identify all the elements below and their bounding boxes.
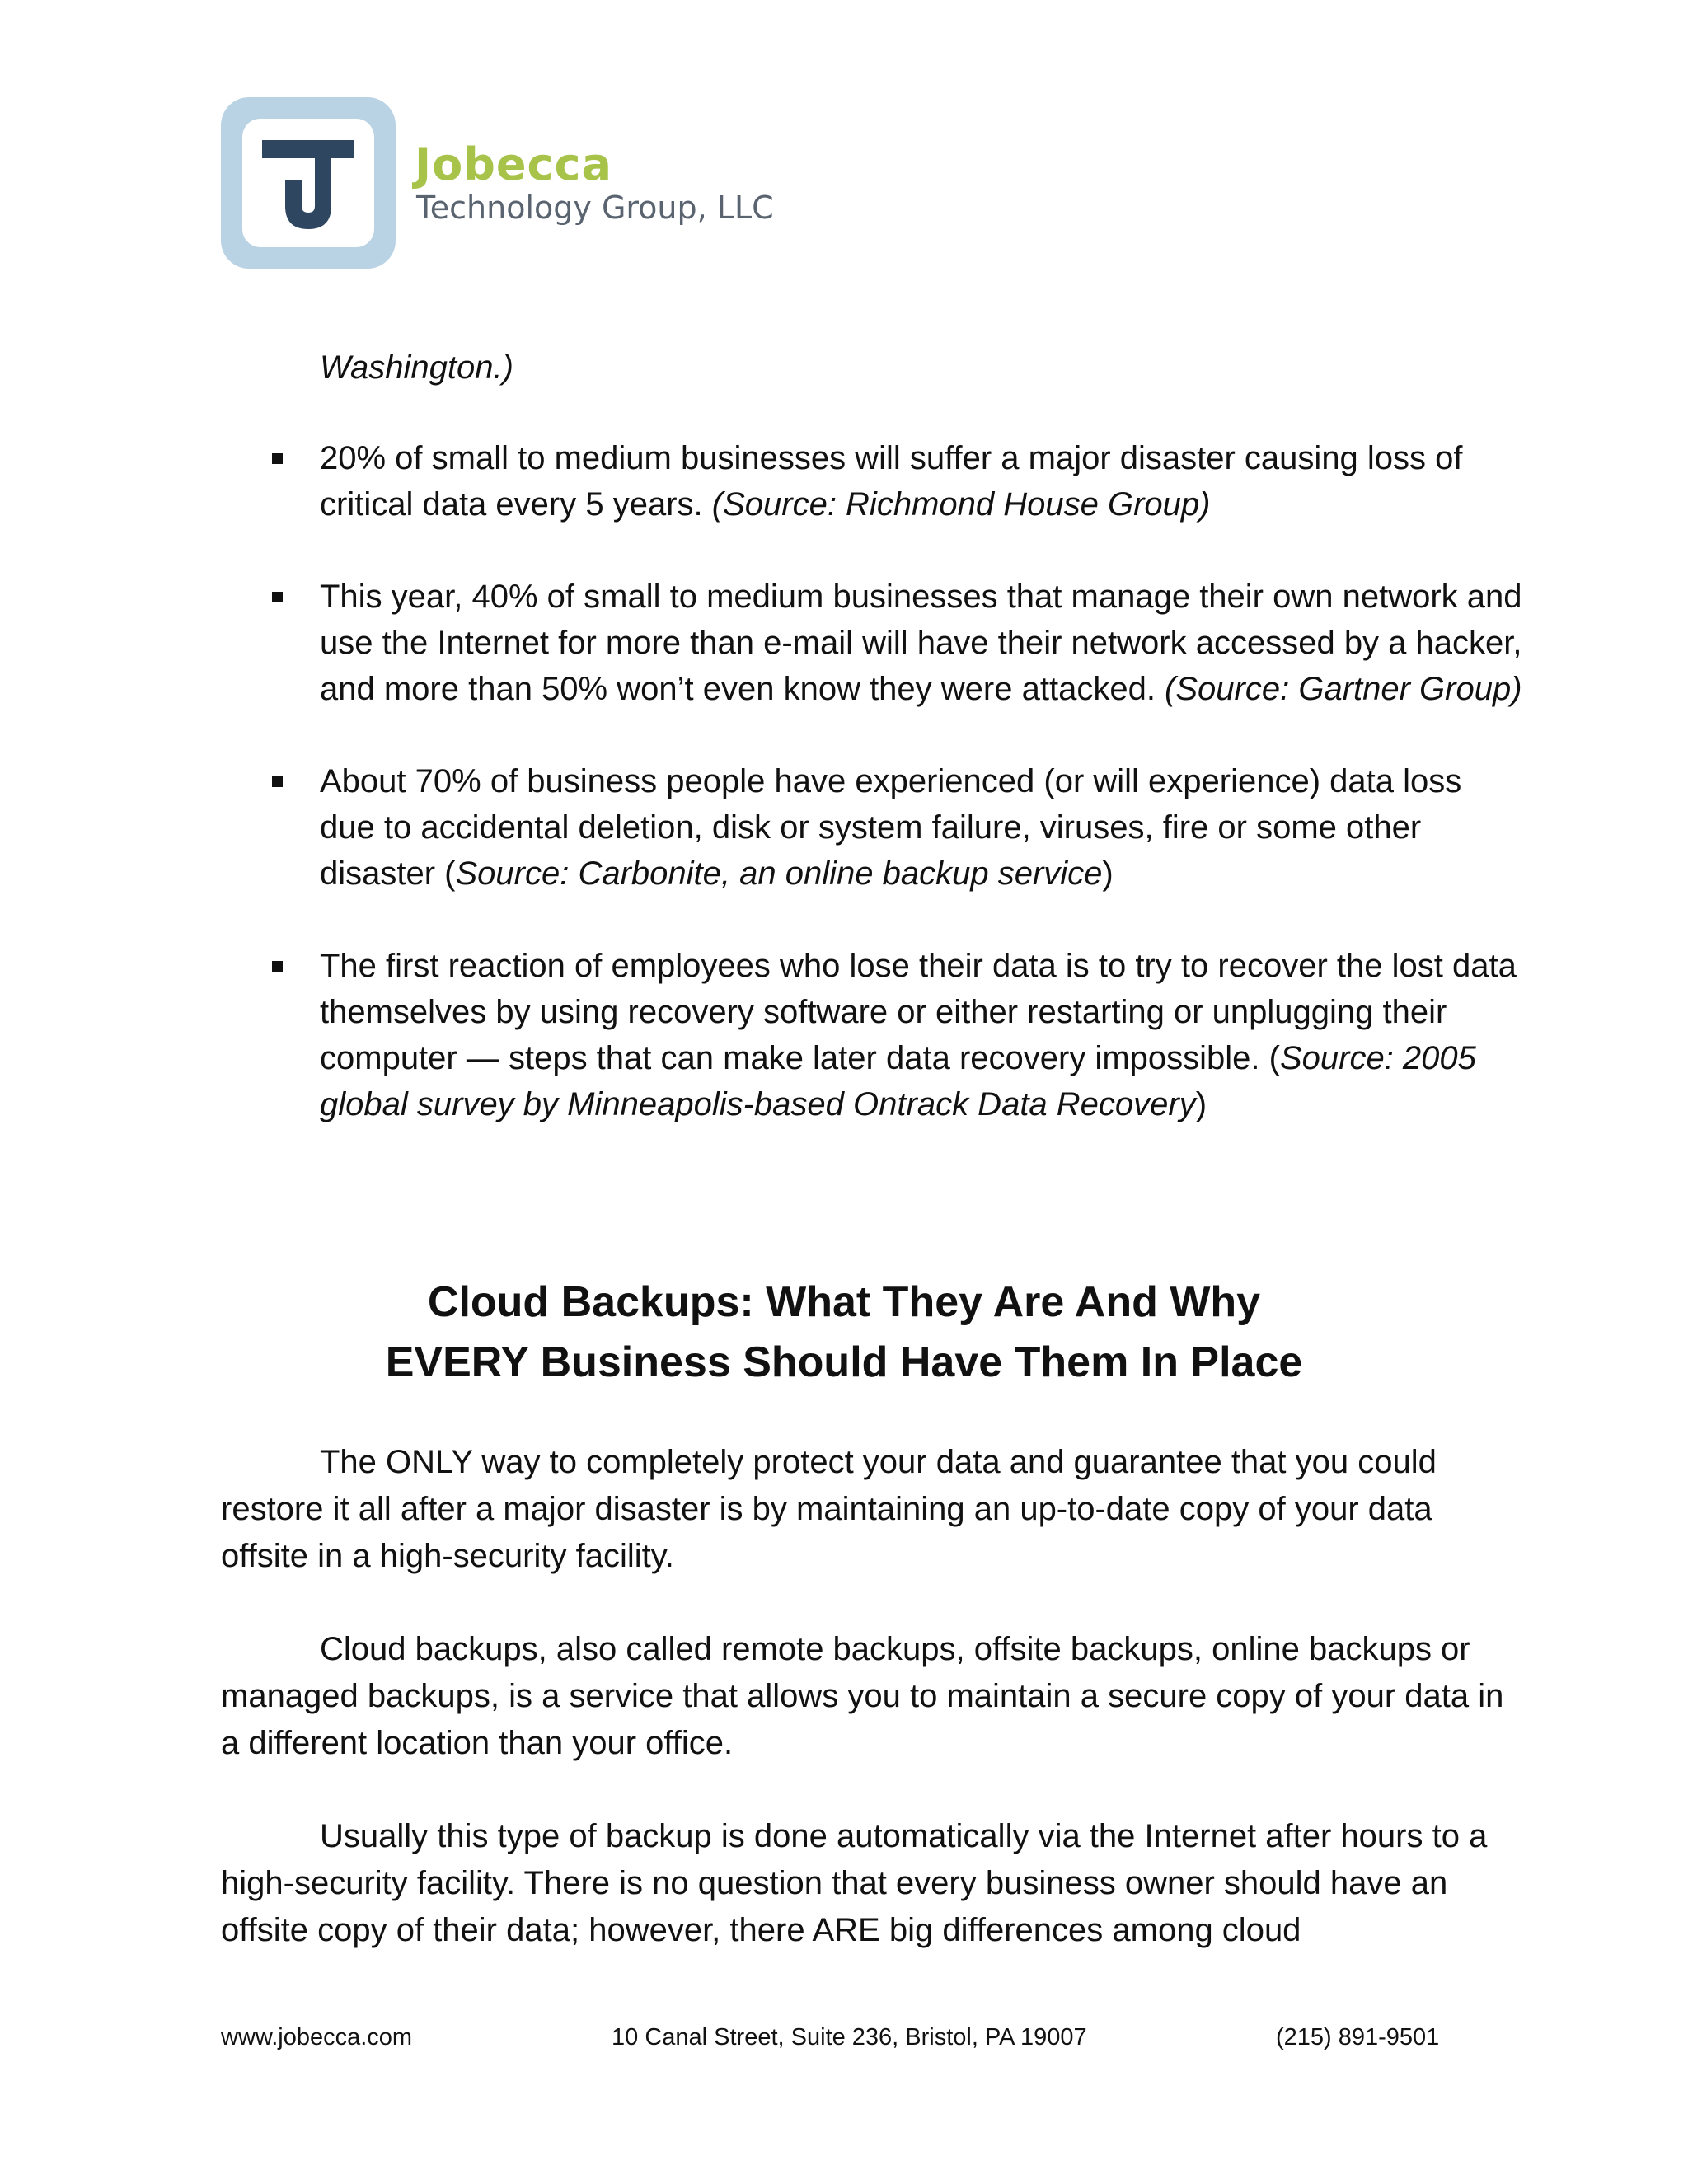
list-item	[262, 758, 1523, 897]
bullet-source: (Source: Richmond House Group)	[702, 486, 1211, 523]
logo-subtitle: Technology Group, LLC	[416, 190, 774, 226]
continuation-text: Washington.)	[320, 349, 513, 386]
square-bullet-icon	[272, 776, 283, 787]
section-heading	[0, 1272, 1688, 1393]
logo-name: Jobecca	[415, 138, 612, 190]
square-bullet-icon	[272, 453, 283, 464]
bullet-text: 20% of small to medium businesses will suffer a major disaster causing loss of critical data every 5 years.	[320, 440, 1463, 523]
bullet-text: About 70% of business people have experienced (or will experience) data loss due to accidental deletion, disk or system failure, viruses, fire or some other disaster (	[320, 763, 1462, 892]
statistics-list	[262, 435, 1523, 1174]
square-bullet-icon	[272, 592, 283, 602]
paragraph: Usually this type of backup is done automatically via the Internet after hours to a high-security facility. There is no question that every business owner should have an offsite copy of their data; however, there ARE big differences among cloud	[221, 1818, 1488, 1948]
bullet-after: )	[1195, 1086, 1207, 1122]
paragraph: The ONLY way to completely protect your data and guarantee that you could restore it all after a major disaster is by maintaining an up-to-date copy of your data offsite in a high-security facility.	[221, 1444, 1437, 1574]
square-bullet-icon	[272, 961, 283, 972]
bullet-text: This year, 40% of small to medium businesses that manage their own network and use the Internet for more than e-mail will have their network accessed by a hacker, and more than 50% won’t even know they were attacked.	[320, 579, 1522, 707]
bullet-after: )	[1102, 855, 1114, 892]
body-text	[221, 1439, 1523, 2000]
company-logo	[221, 97, 781, 270]
footer-website: www.jobecca.com	[221, 2024, 413, 2050]
bullet-source: (Source: Gartner Group)	[1165, 671, 1522, 707]
list-item	[262, 943, 1523, 1127]
list-item	[262, 574, 1523, 712]
list-item	[262, 435, 1523, 527]
footer-phone: (215) 891-9501	[1276, 2024, 1440, 2050]
logo-mark-icon	[221, 97, 396, 269]
bullet-source: Source: Carbonite, an online backup service	[455, 855, 1103, 892]
paragraph: Cloud backups, also called remote backups, offsite backups, online backups or managed backups, is a service that allows you to maintain a secure copy of your data in a different location than your office.	[221, 1631, 1504, 1761]
bullet-text: The first reaction of employees who lose their data is to try to recover the lost data themselves by using recovery software or either restarting or unplugging their computer — steps that can make later data recovery impossible. (	[320, 948, 1517, 1076]
footer-address: 10 Canal Street, Suite 236, Bristol, PA 19007	[612, 2024, 1087, 2050]
heading-line-1: Cloud Backups: What They Are And Why	[427, 1278, 1261, 1326]
bullet-source: Source: 2005 global survey by Minneapolis-based Ontrack Data Recovery	[320, 1040, 1476, 1122]
heading-line-2: EVERY Business Should Have Them In Place	[385, 1338, 1303, 1386]
